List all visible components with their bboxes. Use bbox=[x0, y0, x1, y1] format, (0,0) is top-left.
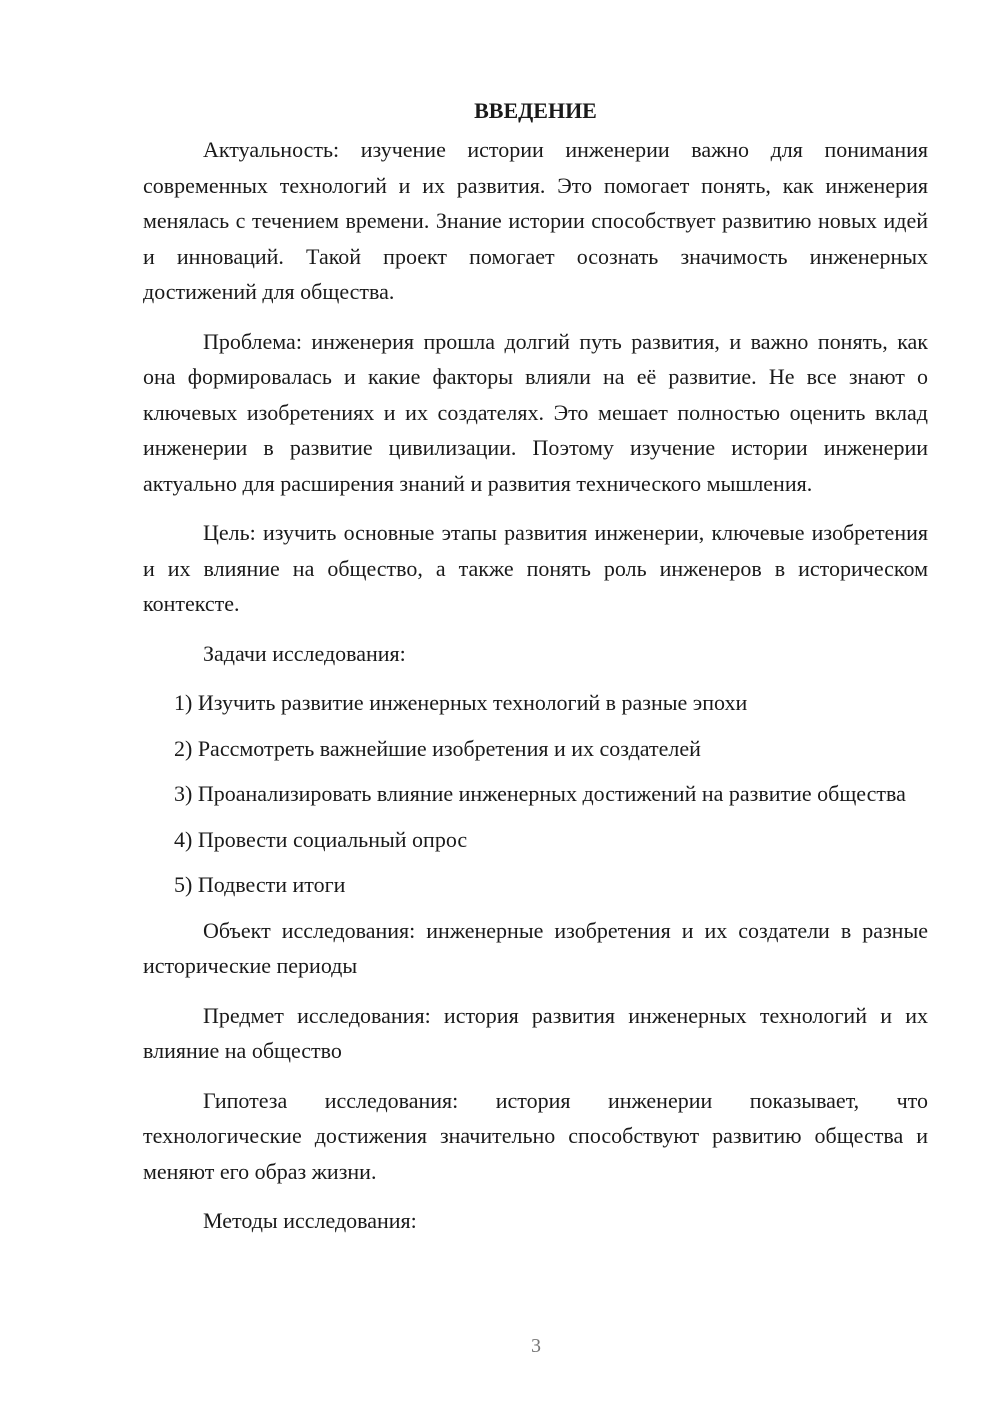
goal-paragraph: Цель: изучить основные этапы развития инженерии, ключевые изобретения и их влияние на общество, а также понять роль инженеров в историческом контексте. bbox=[143, 520, 928, 616]
task-item-1: 1) Изучить развитие инженерных технологий в разные эпохи bbox=[174, 690, 748, 715]
page-number: 3 bbox=[531, 1335, 541, 1357]
task-item-2: 2) Рассмотреть важнейшие изобретения и их создателей bbox=[174, 735, 701, 761]
task-item-4: 4) Провести социальный опрос bbox=[174, 826, 468, 852]
tasks-heading: Задачи исследования: bbox=[203, 640, 406, 666]
document-page bbox=[143, 96, 928, 1253]
page-title: ВВЕДЕНИЕ bbox=[474, 98, 597, 123]
task-item-5: 5) Подвести итоги bbox=[174, 872, 346, 897]
relevance-paragraph: Актуальность: изучение истории инженерии важно для понимания современных технологий и их развития. Это помогает понять, как инженерия менялась с течением времени. Знание истории способствует развитию новых идей и инноваций. Такой проект помогает осознать значимость инженерных достижений для общества. bbox=[143, 137, 928, 304]
object-paragraph: Объект исследования: инженерные изобретения и их создатели в разные исторические периоды bbox=[143, 917, 928, 978]
problem-paragraph: Проблема: инженерия прошла долгий путь развития, и важно понять, как она формировалась и какие факторы влияли на её развитие. Не все знают о ключевых изобретениях и их создателях. Это мешает полностью оценить вклад инженерии в развитие цивилизации. Поэтому изучение истории инженерии актуально для расширения знаний и развития технического мышления. bbox=[143, 328, 928, 496]
subject-paragraph: Предмет исследования: история развития инженерных технологий и их влияние на общество bbox=[143, 1002, 928, 1063]
task-item-3: 3) Проанализировать влияние инженерных достижений на развитие общества bbox=[174, 781, 906, 806]
methods-heading: Методы исследования: bbox=[203, 1208, 417, 1233]
hypothesis-paragraph: Гипотеза исследования: история инженерии показывает, что технологические достижения значительно способствуют развитию общества и меняют его образ жизни. bbox=[143, 1087, 928, 1184]
